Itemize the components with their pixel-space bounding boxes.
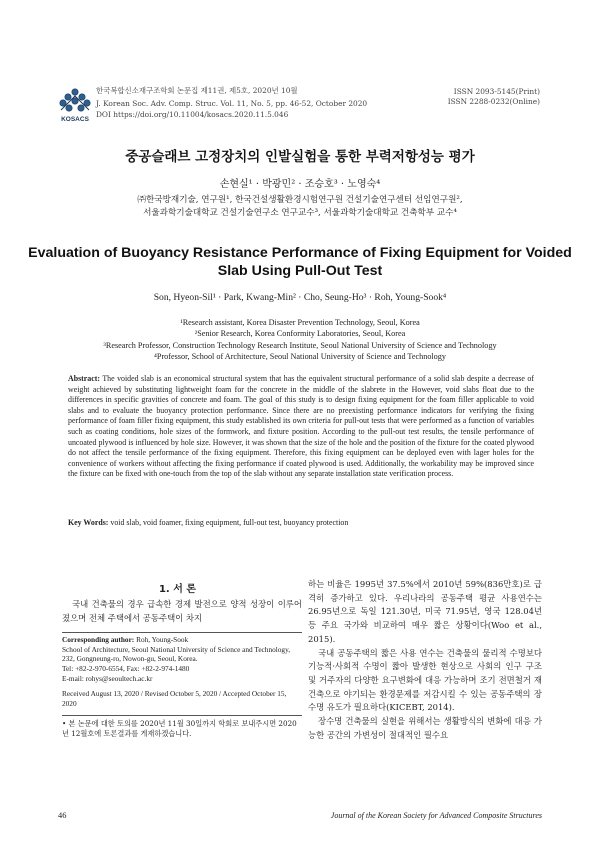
authors-ko: 손현실¹ · 박광민² · 조승호³ · 노영숙⁴ [219,179,381,190]
intro-left-paragraph [62,598,302,625]
affiliation-en-line: ¹Research assistant, Korea Disaster Prevention Technology, Seoul, Korea [180,318,420,327]
doi-link[interactable]: DOI https://doi.org/10.11004/kosacs.2020.11.5.046 [96,110,289,119]
affiliation-en-line: ²Senior Research, Korea Conformity Laboratories, Seoul, Korea [194,329,406,339]
affiliations-en [0,317,600,363]
paragraph: 국내 공동주택의 짧은 사용 연수는 건축물의 물리적 수명보다 기능적·사회적 수명이 짧아 발생한 현상으로 사회의 인구 구조 및 거주자의 다양한 요구변화에 대응 가능하며 조기 전면철거 재건축으로 야기되는 환경문제를 저감시킬 수 있는 공동주택의 장수명 유도가 필요하다(KICEBT, 2014). [308,647,542,713]
correspondence-phone: Tel: +82-2-970-6554, Fax: +82-2-974-1480 [62,664,190,674]
abstract-text: The voided slab is an economical structural system that has the equivalent structural performance of a solid slab despite a decrease of weight achieved by substituting lightweight foam for the concrete in the middle of the slabrete in the However, void slabs float due to the differences in specific gravities of concrete and foam. The goal of this study is to design fixing equipment for the foam filler applicable to void slabs and to evaluate the buoyancy protection performance. Since there are no preexisting performance indicators for verifying the fixing performance of foam filler fixing equipment, this study established its own criteria for pull-out tests that were performed as a function of variables such as coating conditions, hole sizes of the formwork, and fixture position. According to the pull-out test results, the tensile performance of uncoated plywood is influenced by hole size. However, it was shown that the size of the hole and the position of the fixture for the coated plywood do not affect the tensile performance of the fixing equipment. Therefore, this fixing equipment can be deployed even with lager holes for the convenience of workers without affecting the fixing performance if coated plywood is used. Additionally, the workability may be improved since the fixture can be fixed with one-touch from the top of the slab without any separate installation state verification process. [68,374,534,479]
journal-info [96,86,396,120]
logo-text: KOSACS [61,116,89,123]
paragraph: 하는 비율은 1995년 37.5%에서 2010년 59%(836만호)로 급격히 증가하고 있다. 우리나라의 공동주택 평균 사용연수는 26.95년으로 독일 121.30년, 미국 71.95년, 영국 128.04년 등 주요 국가와 비교하여 매우 짧은 상황이다(Woo et al., 2015). [308,579,542,644]
affiliation-en-line: ³Research Professor, Construction Technology Research Institute, Seoul National University of Science and Technology [103,340,497,350]
section-heading: 1. 서 론 [158,584,197,595]
journal-logo [58,88,92,122]
correspondence-email[interactable]: E-mail: rohys@seoultech.ac.kr [62,673,153,683]
issn-block [380,87,540,107]
affiliations-ko [0,194,600,219]
correspondence-name: Roh, Young-Sook [136,635,189,644]
correspondence-label: Corresponding author: [62,635,135,644]
issn-online: ISSN 2288-0232(Online) [447,97,540,106]
paragraph: 국내 건축물의 경우 급속한 경제 발전으로 양적 성장이 이루어졌으며 전체 주택에서 공동주택이 차지 [62,599,302,623]
paragraph: 장수명 건축물의 실현을 위해서는 생활방식의 변화에 대응 가능한 공간의 가변성이 절대적인 필수요 [308,716,542,740]
issn-print: ISSN 2093-5145(Print) [453,87,540,96]
received-dates: Received August 13, 2020 / Revised October 5, 2020 / Accepted October 15, 2020 [62,689,287,708]
correspondence-block [62,632,302,684]
paper-title-ko: 중공슬래브 고정장치의 인발실험을 통한 부력저항성능 평가 [125,149,475,165]
footer-journal-name: Journal of the Korean Society for Advanced Composite Structures [330,811,542,820]
authors-en: Son, Hyeon-Sil¹ · Park, Kwang-Min² · Cho, Seung-Ho³ · Roh, Young-Sook⁴ [153,292,447,303]
correspondence-author [62,635,302,645]
affiliation-ko-line: ㈜한국방재기술, 연구원¹, 한국건설생활환경시험연구원 건설기술연구센터 선임연구원², [137,195,463,205]
kosacs-logo-icon [58,88,92,114]
paper-title-en: Evaluation of Buoyancy Resistance Performance of Fixing Equipment for Voided Slab Using Pull-Out Test [28,245,572,279]
abstract-label: Abstract: [68,374,100,383]
abstract [68,374,534,480]
affiliation-ko-line: 서울과학기술대학교 건설기술연구소 연구교수³, 서울과학기술대학교 건축학부 교수⁴ [143,207,457,218]
page-number: 46 [58,811,67,820]
keywords-text: void slab, void foamer, fixing equipment, full-out test, buoyancy protection [110,518,349,527]
journal-name-en: J. Korean Soc. Adv. Comp. Struc. Vol. 11, No. 5, pp. 46-52, October 2020 [96,99,368,108]
correspondence-address: School of Architecture, Seoul National University of Science and Technology, 232, Gongneung-ro, Nowon-gu, Seoul, Korea. [62,644,291,664]
intro-right-column [308,578,542,742]
journal-name-ko: 한국복합신소재구조학회 논문집 제11권, 제5호, 2020년 10월 [96,86,298,95]
keywords [68,518,534,529]
discussion-note: • 본 논문에 대한 토의를 2020년 11월 30일까지 학회로 보내주시면 2020년 12월호에 토론결과를 게재하겠습니다. [62,715,302,738]
affiliation-en-line: ⁴Professor, School of Architecture, Seoul National University of Science and Technology [154,352,446,362]
keywords-label: Key Words: [68,518,109,527]
